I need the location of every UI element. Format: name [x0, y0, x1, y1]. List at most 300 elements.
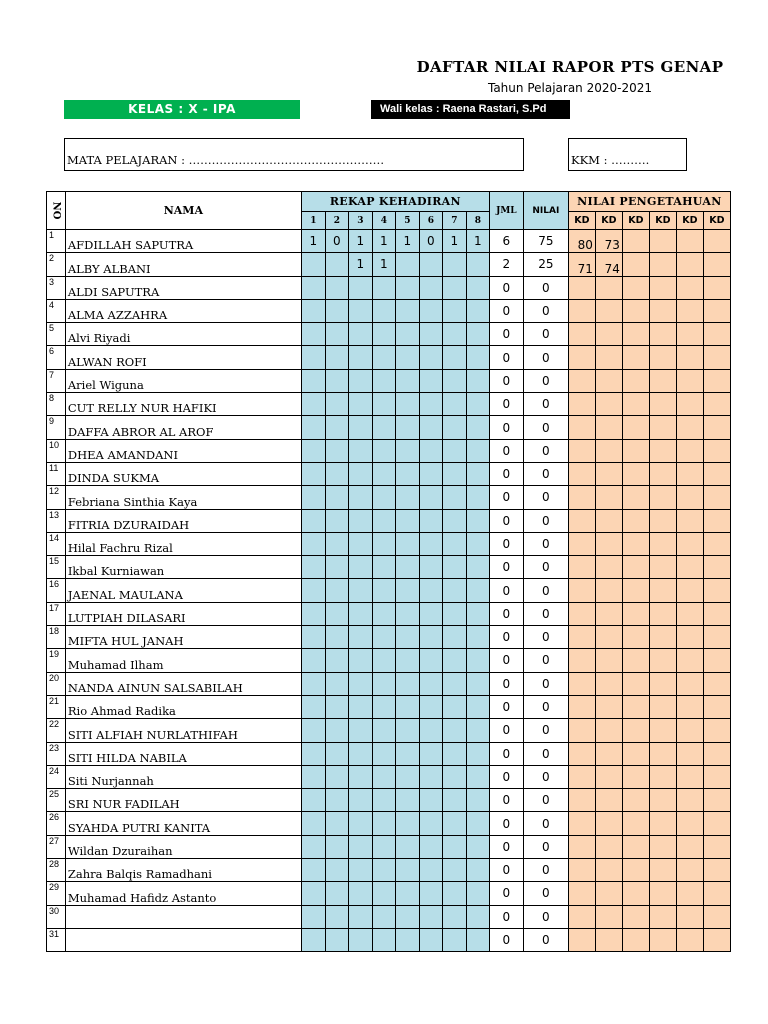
kd-score-cell[interactable]: [595, 486, 622, 509]
attendance-cell[interactable]: [372, 742, 395, 765]
attendance-cell[interactable]: [395, 859, 419, 882]
attendance-cell[interactable]: [442, 672, 466, 695]
kd-score-cell[interactable]: [649, 323, 676, 346]
kd-score-cell[interactable]: [703, 532, 730, 555]
attendance-cell[interactable]: [325, 765, 348, 788]
attendance-cell[interactable]: [442, 928, 466, 951]
attendance-cell[interactable]: [466, 462, 489, 485]
attendance-cell[interactable]: [301, 928, 325, 951]
attendance-cell[interactable]: [325, 393, 348, 416]
attendance-cell[interactable]: [466, 579, 489, 602]
attendance-cell[interactable]: [395, 649, 419, 672]
attendance-cell[interactable]: [442, 556, 466, 579]
kd-score-cell[interactable]: [622, 393, 649, 416]
kd-score-cell[interactable]: [568, 532, 595, 555]
attendance-cell[interactable]: [348, 556, 372, 579]
kd-score-cell[interactable]: [676, 230, 703, 253]
attendance-cell[interactable]: [325, 323, 348, 346]
attendance-cell[interactable]: [419, 789, 442, 812]
kd-score-cell[interactable]: [595, 695, 622, 718]
attendance-cell[interactable]: [419, 928, 442, 951]
attendance-cell[interactable]: [325, 556, 348, 579]
attendance-cell[interactable]: [395, 416, 419, 439]
attendance-cell[interactable]: 1: [348, 230, 372, 253]
attendance-cell[interactable]: [325, 439, 348, 462]
attendance-cell[interactable]: [395, 672, 419, 695]
kd-score-cell[interactable]: [622, 789, 649, 812]
kd-score-cell[interactable]: 80: [568, 230, 595, 253]
kd-score-cell[interactable]: [595, 532, 622, 555]
kd-score-cell[interactable]: [676, 462, 703, 485]
kd-score-cell[interactable]: [622, 928, 649, 951]
kd-score-cell[interactable]: [568, 439, 595, 462]
attendance-cell[interactable]: [325, 532, 348, 555]
attendance-cell[interactable]: 1: [466, 230, 489, 253]
attendance-cell[interactable]: [419, 672, 442, 695]
attendance-cell[interactable]: [325, 579, 348, 602]
attendance-cell[interactable]: [442, 835, 466, 858]
kd-score-cell[interactable]: [622, 905, 649, 928]
attendance-cell[interactable]: [442, 905, 466, 928]
kd-score-cell[interactable]: [649, 369, 676, 392]
attendance-cell[interactable]: [372, 439, 395, 462]
attendance-cell[interactable]: [348, 579, 372, 602]
attendance-cell[interactable]: [466, 299, 489, 322]
attendance-cell[interactable]: [348, 323, 372, 346]
attendance-cell[interactable]: [395, 369, 419, 392]
kd-score-cell[interactable]: [622, 230, 649, 253]
attendance-cell[interactable]: [372, 579, 395, 602]
attendance-cell[interactable]: [419, 695, 442, 718]
attendance-cell[interactable]: [348, 346, 372, 369]
kd-score-cell[interactable]: [595, 509, 622, 532]
kd-score-cell[interactable]: [703, 695, 730, 718]
kd-score-cell[interactable]: [622, 299, 649, 322]
attendance-cell[interactable]: [395, 882, 419, 905]
kd-score-cell[interactable]: [649, 928, 676, 951]
attendance-cell[interactable]: [442, 462, 466, 485]
attendance-cell[interactable]: [419, 742, 442, 765]
attendance-cell[interactable]: [325, 859, 348, 882]
attendance-cell[interactable]: 0: [325, 230, 348, 253]
kd-score-cell[interactable]: [568, 509, 595, 532]
attendance-cell[interactable]: [466, 416, 489, 439]
kd-score-cell[interactable]: [595, 649, 622, 672]
kd-score-cell[interactable]: [568, 579, 595, 602]
attendance-cell[interactable]: [348, 905, 372, 928]
attendance-cell[interactable]: [301, 672, 325, 695]
attendance-cell[interactable]: [442, 486, 466, 509]
kd-score-cell[interactable]: [568, 556, 595, 579]
kd-score-cell[interactable]: [622, 672, 649, 695]
kd-score-cell[interactable]: [676, 626, 703, 649]
attendance-cell[interactable]: [442, 393, 466, 416]
attendance-cell[interactable]: [395, 928, 419, 951]
kd-score-cell[interactable]: [568, 789, 595, 812]
attendance-cell[interactable]: [372, 416, 395, 439]
kd-score-cell[interactable]: [676, 276, 703, 299]
attendance-cell[interactable]: [348, 765, 372, 788]
kd-score-cell[interactable]: [595, 276, 622, 299]
attendance-cell[interactable]: [301, 695, 325, 718]
kd-score-cell[interactable]: [676, 742, 703, 765]
kd-score-cell[interactable]: [622, 253, 649, 276]
kd-score-cell[interactable]: [703, 323, 730, 346]
attendance-cell[interactable]: [301, 323, 325, 346]
kd-score-cell[interactable]: [568, 812, 595, 835]
attendance-cell[interactable]: [442, 439, 466, 462]
kd-score-cell[interactable]: [568, 626, 595, 649]
attendance-cell[interactable]: [301, 835, 325, 858]
kd-score-cell[interactable]: [649, 299, 676, 322]
kd-score-cell[interactable]: [568, 462, 595, 485]
kd-score-cell[interactable]: [622, 695, 649, 718]
attendance-cell[interactable]: [419, 649, 442, 672]
kd-score-cell[interactable]: [568, 323, 595, 346]
kd-score-cell[interactable]: [649, 276, 676, 299]
attendance-cell[interactable]: [301, 462, 325, 485]
attendance-cell[interactable]: [372, 299, 395, 322]
attendance-cell[interactable]: [372, 928, 395, 951]
attendance-cell[interactable]: [348, 928, 372, 951]
attendance-cell[interactable]: 1: [372, 230, 395, 253]
kd-score-cell[interactable]: [568, 393, 595, 416]
attendance-cell[interactable]: [419, 812, 442, 835]
attendance-cell[interactable]: [301, 719, 325, 742]
attendance-cell[interactable]: [395, 812, 419, 835]
attendance-cell[interactable]: [372, 323, 395, 346]
kd-score-cell[interactable]: [703, 462, 730, 485]
attendance-cell[interactable]: [372, 765, 395, 788]
attendance-cell[interactable]: 1: [442, 230, 466, 253]
kd-score-cell[interactable]: [568, 719, 595, 742]
attendance-cell[interactable]: [395, 695, 419, 718]
kd-score-cell[interactable]: [676, 765, 703, 788]
kd-score-cell[interactable]: [568, 276, 595, 299]
kd-score-cell[interactable]: [649, 859, 676, 882]
attendance-cell[interactable]: [325, 626, 348, 649]
attendance-cell[interactable]: [419, 882, 442, 905]
attendance-cell[interactable]: [325, 649, 348, 672]
attendance-cell[interactable]: [419, 416, 442, 439]
attendance-cell[interactable]: [466, 859, 489, 882]
attendance-cell[interactable]: [301, 439, 325, 462]
kd-score-cell[interactable]: [622, 416, 649, 439]
attendance-cell[interactable]: [348, 835, 372, 858]
kd-score-cell[interactable]: [703, 393, 730, 416]
attendance-cell[interactable]: [395, 299, 419, 322]
kd-score-cell[interactable]: [703, 719, 730, 742]
kd-score-cell[interactable]: [676, 253, 703, 276]
attendance-cell[interactable]: [325, 812, 348, 835]
kd-score-cell[interactable]: [676, 299, 703, 322]
kd-score-cell[interactable]: [568, 486, 595, 509]
kd-score-cell[interactable]: [676, 602, 703, 625]
attendance-cell[interactable]: [466, 626, 489, 649]
attendance-cell[interactable]: [325, 462, 348, 485]
attendance-cell[interactable]: [466, 765, 489, 788]
kd-score-cell[interactable]: [568, 672, 595, 695]
attendance-cell[interactable]: [325, 299, 348, 322]
attendance-cell[interactable]: [348, 626, 372, 649]
kd-score-cell[interactable]: [649, 230, 676, 253]
kd-score-cell[interactable]: [622, 439, 649, 462]
kd-score-cell[interactable]: [568, 882, 595, 905]
attendance-cell[interactable]: [301, 859, 325, 882]
attendance-cell[interactable]: [348, 369, 372, 392]
kd-score-cell[interactable]: [649, 695, 676, 718]
kd-score-cell[interactable]: [703, 789, 730, 812]
kd-score-cell[interactable]: [703, 369, 730, 392]
kd-score-cell[interactable]: [649, 462, 676, 485]
kd-score-cell[interactable]: [676, 393, 703, 416]
attendance-cell[interactable]: [442, 253, 466, 276]
kd-score-cell[interactable]: [568, 859, 595, 882]
kd-score-cell[interactable]: [703, 905, 730, 928]
attendance-cell[interactable]: [348, 812, 372, 835]
kd-score-cell[interactable]: [676, 369, 703, 392]
attendance-cell[interactable]: [395, 626, 419, 649]
attendance-cell[interactable]: [466, 346, 489, 369]
attendance-cell[interactable]: [395, 393, 419, 416]
attendance-cell[interactable]: 0: [419, 230, 442, 253]
kd-score-cell[interactable]: [649, 742, 676, 765]
kd-score-cell[interactable]: [568, 905, 595, 928]
attendance-cell[interactable]: [442, 882, 466, 905]
kd-score-cell[interactable]: [622, 602, 649, 625]
attendance-cell[interactable]: [395, 323, 419, 346]
kd-score-cell[interactable]: [676, 532, 703, 555]
kd-score-cell[interactable]: [649, 649, 676, 672]
attendance-cell[interactable]: [372, 719, 395, 742]
attendance-cell[interactable]: [301, 765, 325, 788]
kd-score-cell[interactable]: [676, 323, 703, 346]
kd-score-cell[interactable]: [703, 579, 730, 602]
attendance-cell[interactable]: [372, 789, 395, 812]
kd-score-cell[interactable]: [649, 905, 676, 928]
kd-score-cell[interactable]: [649, 393, 676, 416]
attendance-cell[interactable]: [419, 765, 442, 788]
kd-score-cell[interactable]: [703, 253, 730, 276]
kd-score-cell[interactable]: [676, 556, 703, 579]
attendance-cell[interactable]: [395, 742, 419, 765]
attendance-cell[interactable]: [419, 532, 442, 555]
kd-score-cell[interactable]: 73: [595, 230, 622, 253]
attendance-cell[interactable]: [348, 276, 372, 299]
attendance-cell[interactable]: [466, 672, 489, 695]
attendance-cell[interactable]: [395, 556, 419, 579]
attendance-cell[interactable]: [395, 462, 419, 485]
kd-score-cell[interactable]: [676, 859, 703, 882]
attendance-cell[interactable]: [372, 695, 395, 718]
attendance-cell[interactable]: [348, 486, 372, 509]
attendance-cell[interactable]: [301, 649, 325, 672]
kd-score-cell[interactable]: [649, 672, 676, 695]
kd-score-cell[interactable]: [622, 486, 649, 509]
attendance-cell[interactable]: [372, 649, 395, 672]
kd-score-cell[interactable]: [676, 672, 703, 695]
kd-score-cell[interactable]: [595, 299, 622, 322]
kd-score-cell[interactable]: [649, 532, 676, 555]
attendance-cell[interactable]: [301, 532, 325, 555]
attendance-cell[interactable]: [419, 626, 442, 649]
kd-score-cell[interactable]: [595, 719, 622, 742]
attendance-cell[interactable]: [419, 299, 442, 322]
kd-score-cell[interactable]: [703, 765, 730, 788]
kd-score-cell[interactable]: [595, 462, 622, 485]
attendance-cell[interactable]: [442, 649, 466, 672]
attendance-cell[interactable]: [301, 253, 325, 276]
attendance-cell[interactable]: [442, 695, 466, 718]
attendance-cell[interactable]: [325, 742, 348, 765]
attendance-cell[interactable]: [348, 882, 372, 905]
kd-score-cell[interactable]: 74: [595, 253, 622, 276]
attendance-cell[interactable]: [466, 369, 489, 392]
kd-score-cell[interactable]: [676, 486, 703, 509]
attendance-cell[interactable]: [372, 672, 395, 695]
kd-score-cell[interactable]: [649, 789, 676, 812]
attendance-cell[interactable]: [301, 812, 325, 835]
kd-score-cell[interactable]: [676, 812, 703, 835]
kd-score-cell[interactable]: 71: [568, 253, 595, 276]
attendance-cell[interactable]: [442, 346, 466, 369]
attendance-cell[interactable]: [372, 812, 395, 835]
kd-score-cell[interactable]: [649, 835, 676, 858]
attendance-cell[interactable]: [466, 789, 489, 812]
attendance-cell[interactable]: [466, 602, 489, 625]
attendance-cell[interactable]: [372, 835, 395, 858]
attendance-cell[interactable]: [466, 928, 489, 951]
attendance-cell[interactable]: [348, 509, 372, 532]
kd-score-cell[interactable]: [595, 579, 622, 602]
kd-score-cell[interactable]: [568, 602, 595, 625]
attendance-cell[interactable]: [395, 579, 419, 602]
kd-score-cell[interactable]: [595, 812, 622, 835]
attendance-cell[interactable]: [348, 532, 372, 555]
kd-score-cell[interactable]: [622, 509, 649, 532]
kd-score-cell[interactable]: [622, 812, 649, 835]
attendance-cell[interactable]: [466, 276, 489, 299]
attendance-cell[interactable]: [301, 416, 325, 439]
attendance-cell[interactable]: [348, 299, 372, 322]
kd-score-cell[interactable]: [595, 416, 622, 439]
attendance-cell[interactable]: [301, 393, 325, 416]
attendance-cell[interactable]: [348, 789, 372, 812]
attendance-cell[interactable]: [348, 649, 372, 672]
attendance-cell[interactable]: [372, 532, 395, 555]
attendance-cell[interactable]: [466, 742, 489, 765]
attendance-cell[interactable]: [372, 486, 395, 509]
attendance-cell[interactable]: [372, 369, 395, 392]
kd-score-cell[interactable]: [649, 439, 676, 462]
kd-score-cell[interactable]: [649, 486, 676, 509]
kd-score-cell[interactable]: [622, 462, 649, 485]
kd-score-cell[interactable]: [676, 789, 703, 812]
attendance-cell[interactable]: [372, 905, 395, 928]
attendance-cell[interactable]: [301, 742, 325, 765]
kd-score-cell[interactable]: [676, 719, 703, 742]
attendance-cell[interactable]: [466, 323, 489, 346]
kd-score-cell[interactable]: [568, 742, 595, 765]
attendance-cell[interactable]: [372, 859, 395, 882]
kd-score-cell[interactable]: [622, 276, 649, 299]
attendance-cell[interactable]: [466, 393, 489, 416]
kd-score-cell[interactable]: [703, 439, 730, 462]
kd-score-cell[interactable]: [703, 346, 730, 369]
attendance-cell[interactable]: [442, 369, 466, 392]
kd-score-cell[interactable]: [703, 230, 730, 253]
attendance-cell[interactable]: [466, 509, 489, 532]
attendance-cell[interactable]: [348, 416, 372, 439]
kd-score-cell[interactable]: [568, 369, 595, 392]
attendance-cell[interactable]: [348, 393, 372, 416]
kd-score-cell[interactable]: [703, 556, 730, 579]
attendance-cell[interactable]: [419, 462, 442, 485]
attendance-cell[interactable]: [301, 905, 325, 928]
attendance-cell[interactable]: [419, 602, 442, 625]
attendance-cell[interactable]: [325, 276, 348, 299]
attendance-cell[interactable]: [466, 253, 489, 276]
attendance-cell[interactable]: [395, 835, 419, 858]
attendance-cell[interactable]: [442, 509, 466, 532]
attendance-cell[interactable]: [372, 346, 395, 369]
attendance-cell[interactable]: [325, 346, 348, 369]
attendance-cell[interactable]: [442, 812, 466, 835]
kd-score-cell[interactable]: [703, 672, 730, 695]
attendance-cell[interactable]: [372, 602, 395, 625]
attendance-cell[interactable]: [419, 509, 442, 532]
attendance-cell[interactable]: [325, 835, 348, 858]
attendance-cell[interactable]: [372, 462, 395, 485]
kd-score-cell[interactable]: [622, 765, 649, 788]
attendance-cell[interactable]: [301, 276, 325, 299]
kd-score-cell[interactable]: [649, 719, 676, 742]
attendance-cell[interactable]: [325, 672, 348, 695]
kd-score-cell[interactable]: [676, 346, 703, 369]
attendance-cell[interactable]: [301, 299, 325, 322]
kd-score-cell[interactable]: [595, 672, 622, 695]
attendance-cell[interactable]: [372, 393, 395, 416]
attendance-cell[interactable]: [395, 509, 419, 532]
attendance-cell[interactable]: [466, 532, 489, 555]
kd-score-cell[interactable]: [568, 765, 595, 788]
kd-score-cell[interactable]: [703, 742, 730, 765]
attendance-cell[interactable]: [395, 346, 419, 369]
attendance-cell[interactable]: [325, 789, 348, 812]
kd-score-cell[interactable]: [595, 439, 622, 462]
kd-score-cell[interactable]: [568, 835, 595, 858]
kd-score-cell[interactable]: [649, 556, 676, 579]
attendance-cell[interactable]: [301, 486, 325, 509]
kd-score-cell[interactable]: [676, 882, 703, 905]
kd-score-cell[interactable]: [595, 882, 622, 905]
attendance-cell[interactable]: [301, 626, 325, 649]
kd-score-cell[interactable]: [676, 928, 703, 951]
attendance-cell[interactable]: [301, 346, 325, 369]
attendance-cell[interactable]: [325, 416, 348, 439]
attendance-cell[interactable]: [372, 509, 395, 532]
attendance-cell[interactable]: [419, 369, 442, 392]
attendance-cell[interactable]: [466, 812, 489, 835]
kd-score-cell[interactable]: [568, 649, 595, 672]
kd-score-cell[interactable]: [622, 859, 649, 882]
attendance-cell[interactable]: [325, 486, 348, 509]
kd-score-cell[interactable]: [595, 835, 622, 858]
kd-score-cell[interactable]: [595, 323, 622, 346]
kd-score-cell[interactable]: [703, 486, 730, 509]
kd-score-cell[interactable]: [622, 346, 649, 369]
attendance-cell[interactable]: [442, 789, 466, 812]
